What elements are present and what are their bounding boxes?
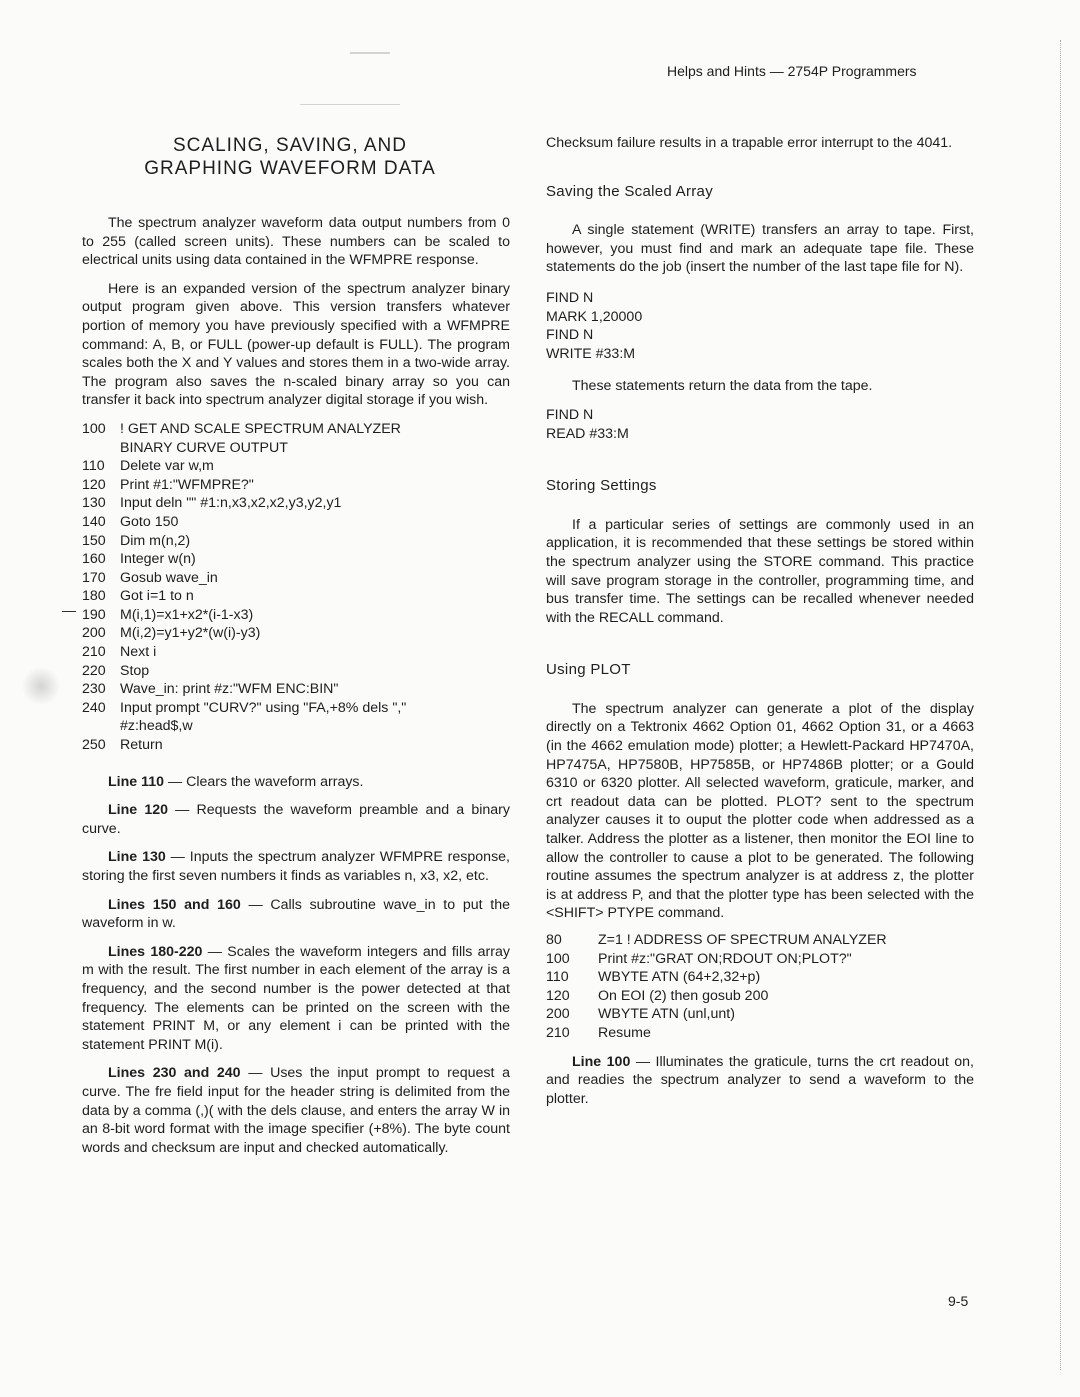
program-line-code: Input prompt "CURV?" using "FA,+8% dels "," — [120, 699, 407, 716]
program-line-number: 220 — [82, 662, 106, 679]
saving-code — [546, 289, 974, 363]
program-line-code: Return — [120, 737, 163, 754]
line-note — [82, 801, 510, 838]
line100-text: — Illuminates the graticule, turns the crt readout on, and readies the spectrum analyzer to send a waveform to the plotter. — [546, 1053, 974, 1107]
code-line: READ #33:M — [546, 425, 629, 442]
program-line-code: Integer w(n) — [120, 551, 196, 568]
line-note-label: Line 120 — [108, 802, 168, 819]
program-line-number: 210 — [546, 1024, 570, 1041]
plot-heading: Using PLOT — [546, 661, 631, 679]
program-line-code: Gosub wave_in — [120, 569, 218, 586]
program-line-code: Got i=1 to n — [120, 588, 194, 605]
program-line-number: 100 — [82, 420, 106, 437]
line-note-text: — Uses the input prompt to request a curve. The fre field input for the header string is delimited from the data by a comma (,)( with the dels clause, and enters the array W in an 8-bit word format with the image specifier (+8%). The byte count words and checksum are input and checked automatically. — [82, 1065, 510, 1156]
program-line-code: ! GET AND SCALE SPECTRUM ANALYZER — [120, 420, 401, 437]
right-column — [546, 134, 974, 1118]
plot-program-listing — [546, 931, 974, 1043]
line-note-text: — Clears the waveform arrays. — [164, 773, 364, 790]
program-line-code: Print #1:"WFMPRE?" — [120, 476, 254, 493]
program-line-number: 130 — [82, 495, 106, 512]
line-note-text: — Inputs the spectrum analyzer WFMPRE response, storing the first seven numbers it finds as variables n, x3, x2, etc. — [82, 849, 510, 884]
program-line-code: Stop — [120, 662, 150, 679]
intro-paragraph-1: The spectrum analyzer waveform data output numbers from 0 to 255 (called screen units). These numbers can be scaled to electrical units using data contained in the WFMPRE response. — [82, 215, 510, 269]
line100-label: Line 100 — [572, 1053, 631, 1070]
line-note — [82, 848, 510, 885]
line-note-label: Lines 150 and 160 — [108, 896, 241, 913]
program-line-number: 110 — [546, 969, 569, 986]
line-note-label: Lines 230 and 240 — [108, 1065, 241, 1082]
program-line-code: Goto 150 — [120, 513, 179, 530]
program-line-code: Input deln "" #1:n,x3,x2,x2,y3,y2,y1 — [120, 495, 342, 512]
program-line-number: 120 — [546, 987, 570, 1004]
left-column — [82, 214, 510, 1167]
program-line-code: Delete var w,m — [120, 458, 214, 475]
line-note — [82, 773, 510, 792]
program-line-code: M(i,1)=x1+x2*(i-1-x3) — [120, 606, 254, 623]
intro-paragraph-2: Here is an expanded version of the spectrum analyzer binary output program given above. This version transfers whatever portion of memory you have previously specified with a WFMPRE command: A, B, or FULL (power-up default is FULL). The program scales both the X and Y values and stores them in a two-wide array. The program also saves the n-scaled binary array so you can transfer it back into spectrum analyzer digital storage if you wish. — [82, 280, 510, 409]
program-line-number: 210 — [82, 644, 106, 661]
line100-note — [546, 1053, 974, 1109]
program-line-code: Print #z:"GRAT ON;RDOUT ON;PLOT?" — [598, 950, 852, 967]
margin-mark: — — [62, 602, 76, 618]
program-line-number: 230 — [82, 681, 106, 698]
program-line-number: 240 — [82, 699, 106, 716]
program-line-number: 100 — [546, 950, 570, 967]
line-note — [82, 896, 510, 933]
program-line-code: Wave_in: print #z:"WFM ENC:BIN" — [120, 681, 339, 698]
program-line-number: 120 — [82, 476, 106, 493]
line-note-text: — Scales the waveform integers and fills array m with the result. The first number in each element of the array is a frequency, and the second number is the power detected at that frequency. The elements can be printed on the screen with the statement PRINT M, or any element i can be printed with the statement PRINT M(i). — [82, 943, 510, 1053]
program-line-code: WBYTE ATN (64+2,32+p) — [598, 969, 761, 986]
code-line: FIND N — [546, 327, 594, 344]
title-line-1: SCALING, SAVING, AND — [173, 135, 407, 156]
program-line-number: 190 — [82, 606, 106, 623]
program-line-number — [82, 717, 120, 736]
program-line-code: Z=1 ! ADDRESS OF SPECTRUM ANALYZER — [598, 932, 887, 948]
program-line-number: 150 — [82, 532, 106, 549]
line-notes — [82, 773, 510, 1158]
program-line-number — [82, 439, 120, 458]
program-line-code: Next i — [120, 644, 157, 661]
line-note-text: — Requests the waveform preamble and a binary curve. — [82, 802, 510, 837]
scan-speck — [300, 104, 400, 105]
line-note — [82, 943, 510, 1055]
program-line-number: 80 — [546, 932, 562, 948]
storing-paragraph: If a particular series of settings are commonly used in an application, it is recommended that these settings be stored within the spectrum analyzer using the STORE command. This practice will save program storage in the controller, programming time, and bus transfer time. The settings can be recalled whenever needed with the RECALL command. — [546, 516, 974, 626]
saving-paragraph: A single statement (WRITE) transfers an array to tape. First, however, you must find and mark an adequate tape file. These statements do the job (insert the number of the last tape file for N). — [546, 222, 974, 276]
program-line-code: Dim m(n,2) — [120, 532, 191, 549]
saving-heading: Saving the Scaled Array — [546, 182, 713, 200]
program-line-number: 250 — [82, 737, 106, 754]
scaling-program-listing — [82, 420, 510, 755]
scan-speck — [350, 52, 390, 54]
line-note-text: — Calls subroutine wave_in to put the waveform in w. — [82, 896, 510, 932]
program-line-code: On EOI (2) then gosub 200 — [598, 987, 769, 1004]
program-line-code: WBYTE ATN (unl,unt) — [598, 1006, 735, 1023]
running-header: Helps and Hints — 2754P Programmers — [667, 63, 917, 79]
page-number: 9-5 — [948, 1293, 969, 1309]
code-line: MARK 1,20000 — [546, 308, 643, 325]
plot-paragraph: The spectrum analyzer can generate a plot of the display directly on a Tektronix 4662 Option 01, 4662 Option 31, or a 4663 (in the 4662 emulation mode) plotter; a Hewlett-Packard HP7470A, HP7475A, HP7580B, HP7585B, or HP7486B plotter; or a Gould 6310 or 6320 plotter. All selected waveform, graticule, marker, and crt readout data can be plotted. PLOT? sent to the spectrum analyzer causes it to ouput the plotter code when addressed as a talker. Address the plotter as a listener, then monitor the EOI line to allow the controller to cause a plot to be generated. The following routine assumes the spectrum analyzer is at address z, the plotter is at address P, and that the plotter type has been selected with the <SHIFT> PTYPE command. — [546, 700, 974, 922]
code-line: FIND N — [546, 406, 594, 423]
code-line: FIND N — [546, 289, 594, 306]
program-line-number: 180 — [82, 588, 106, 605]
checksum-paragraph: Checksum failure results in a trapable error interrupt to the 4041. — [546, 135, 953, 151]
program-line-number: 160 — [82, 551, 106, 568]
code-line: WRITE #33:M — [546, 345, 636, 362]
program-line-code: M(i,2)=y1+y2*(w(i)-y3) — [120, 625, 261, 642]
program-line-number: 170 — [82, 569, 106, 586]
storing-heading: Storing Settings — [546, 477, 657, 495]
program-line-code: #z:head$,w — [120, 718, 193, 735]
line-note-label: Lines 180-220 — [108, 943, 203, 960]
program-line-number: 200 — [546, 1006, 570, 1023]
return-code — [546, 406, 974, 443]
program-line-number: 110 — [82, 458, 105, 475]
line-note-label: Line 130 — [108, 849, 166, 866]
scan-smudge — [20, 668, 62, 704]
program-line-number: 200 — [82, 625, 106, 642]
program-line-code: Resume — [598, 1024, 651, 1041]
line-note-label: Line 110 — [108, 773, 164, 790]
scan-edge-marks — [1060, 40, 1061, 1370]
title-line-2: GRAPHING WAVEFORM DATA — [144, 158, 436, 179]
program-line-code: BINARY CURVE OUTPUT — [120, 439, 288, 456]
line-note — [82, 1064, 510, 1157]
return-paragraph: These statements return the data from the tape. — [572, 378, 873, 395]
section-title — [110, 134, 470, 180]
program-line-number: 140 — [82, 513, 106, 530]
